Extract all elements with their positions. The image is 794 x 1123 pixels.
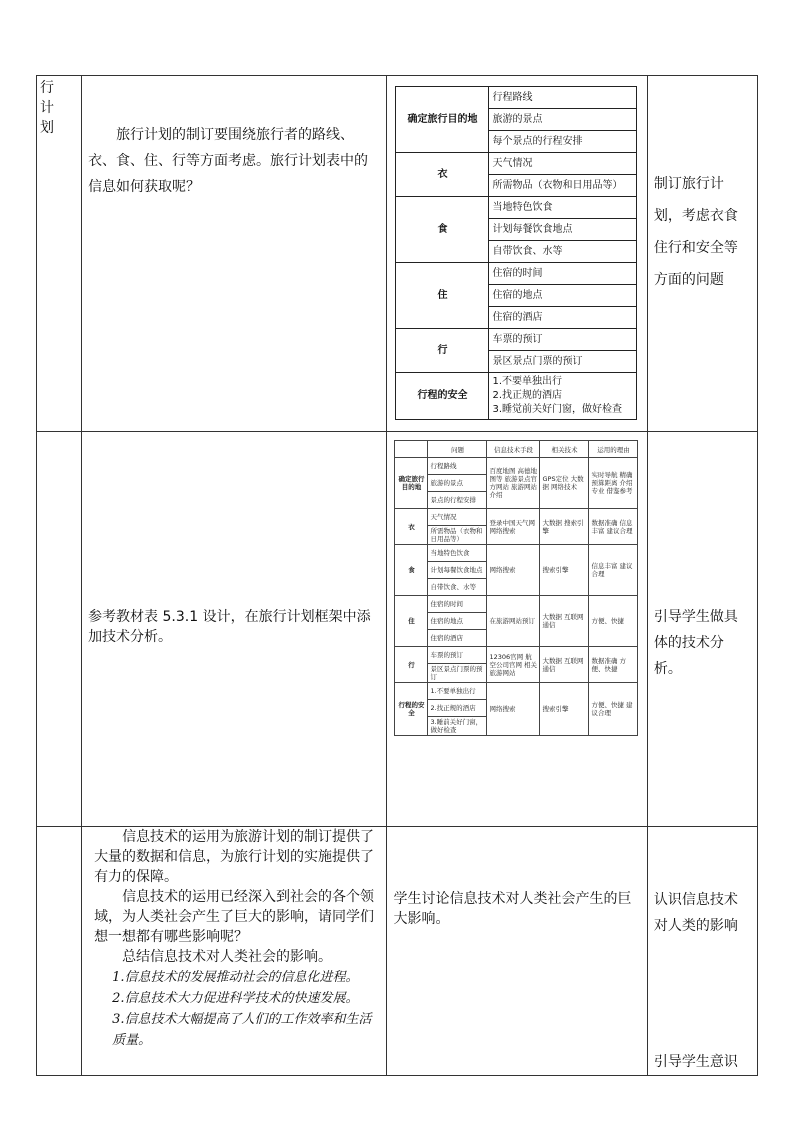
- plan-item: 旅游的景点: [489, 109, 637, 131]
- plan-item: 自带饮食、水等: [489, 241, 637, 263]
- plan-row: [396, 373, 637, 420]
- plan-row: [396, 263, 637, 285]
- impact-p3: 总结信息技术对人类社会的影响。: [122, 949, 333, 965]
- plan-item-line: 2.找正规的酒店: [492, 390, 563, 401]
- plan-row: [396, 87, 637, 109]
- tech-item: 2.找正规的酒店: [428, 700, 487, 717]
- impact-note-2: 引导学生意识: [653, 1054, 738, 1070]
- plan-item: 车票的预订: [489, 329, 637, 351]
- plan-item: 行程路线: [489, 87, 637, 109]
- tech-category: 行程的安全: [395, 683, 428, 736]
- plan-row: [396, 153, 637, 175]
- tech-item: 旅游的景点: [428, 475, 487, 492]
- plan-item: 天气情况: [489, 153, 637, 175]
- travel-plan-table: [395, 86, 637, 420]
- tech-reason: 方便、快捷 建议合理: [589, 683, 638, 736]
- tech-note: 引导学生做具体的技术分析。: [653, 609, 738, 677]
- tech-header: 运用的理由: [589, 441, 638, 458]
- tech-item: 行程路线: [428, 458, 487, 475]
- plan-category: 行: [396, 329, 489, 373]
- plan-row: [396, 329, 637, 351]
- tech-related: 大数据 搜索引擎: [540, 509, 589, 545]
- tech-means: 网络搜索: [487, 683, 540, 736]
- tech-category: 食: [395, 545, 428, 596]
- tech-header: 相关技术: [540, 441, 589, 458]
- tech-reason: 信息丰富 建议合理: [589, 545, 638, 596]
- teacher-cell: [82, 76, 387, 432]
- tech-row: [395, 596, 638, 613]
- tech-item: 住宿的酒店: [428, 630, 487, 647]
- tech-item: 1.不要单独出行: [428, 683, 487, 700]
- tech-item: 计划每餐饮食地点: [428, 562, 487, 579]
- lesson-table: [36, 75, 758, 1076]
- plan-item: 所需物品（衣物和日用品等）: [489, 175, 637, 197]
- plan-item: [489, 373, 637, 420]
- plan-category: 确定旅行目的地: [396, 87, 489, 153]
- plan-item: 景区景点门票的预订: [489, 351, 637, 373]
- tech-header: 信息技术手段: [487, 441, 540, 458]
- tech-related: 大数据 互联网通信: [540, 596, 589, 647]
- tech-row: [395, 509, 638, 526]
- plan-category: 住: [396, 263, 489, 329]
- plan-item: 每个景点的行程安排: [489, 131, 637, 153]
- row-impact: [37, 827, 758, 1076]
- list-item: 3.信息技术大幅提高了人们的工作效率和生活质量。: [112, 1012, 372, 1048]
- tech-reason: 方便、快捷: [589, 596, 638, 647]
- impact-p2: 信息技术的运用已经深入到社会的各个领域，为人类社会产生了巨大的影响，请同学们想一想都有哪些影响呢？: [94, 889, 375, 945]
- tech-item: 所需物品（衣物和日用品等）: [428, 526, 487, 545]
- tech-means: 在旅游网站预订: [487, 596, 540, 647]
- tech-row: [395, 683, 638, 700]
- plan-paragraph: 旅行计划的制订要围绕旅行者的路线、衣、食、住、行等方面考虑。旅行计划表中的信息如何获取呢？: [88, 127, 369, 195]
- impact-discussion: 学生讨论信息技术对人类社会产生的巨大影响。: [393, 891, 632, 927]
- row-plan: [37, 76, 758, 432]
- plan-row: [396, 197, 637, 219]
- tech-means: 网络搜索: [487, 545, 540, 596]
- tech-category: 住: [395, 596, 428, 647]
- row-tech: [37, 432, 758, 827]
- tech-header: 问题: [428, 441, 487, 458]
- tech-item: 住宿的时间: [428, 596, 487, 613]
- tech-means: 12306官网 航空公司官网 相关旅游网站: [487, 647, 540, 683]
- plan-category: 行程的安全: [396, 373, 489, 420]
- plan-item-line: 3.睡觉前关好门窗，做好检查: [492, 404, 623, 415]
- impact-note: 认识信息技术对人类的影响: [653, 892, 738, 934]
- tech-item: 天气情况: [428, 509, 487, 526]
- tech-row: [395, 458, 638, 475]
- student-cell: [387, 76, 647, 432]
- plan-item: 计划每餐饮食地点: [489, 219, 637, 241]
- tech-means: 登录中国天气网 网络搜索: [487, 509, 540, 545]
- plan-category: 食: [396, 197, 489, 263]
- plan-item: 住宿的时间: [489, 263, 637, 285]
- tech-related: 搜索引擎: [540, 683, 589, 736]
- tech-category: 行: [395, 647, 428, 683]
- intent-cell: [647, 76, 757, 432]
- tech-row: [395, 647, 638, 664]
- tech-reason: 实时导航 精确预算距离 介绍专业 借鉴参考: [589, 458, 638, 509]
- plan-note: 制订旅行计划，考虑衣食住行和安全等方面的问题: [653, 176, 738, 288]
- row-label-cell: [37, 76, 82, 432]
- plan-item: 当地特色饮食: [489, 197, 637, 219]
- row-label: 行计划: [40, 80, 60, 136]
- list-item: 2.信息技术大力促进科学技术的快速发展。: [112, 991, 359, 1006]
- tech-item: 景点的行程安排: [428, 492, 487, 509]
- plan-item-line: 1.不要单独出行: [492, 376, 563, 387]
- tech-category: 确定旅行目的地: [395, 458, 428, 509]
- impact-list: [82, 967, 386, 1051]
- tech-analysis-table: [394, 440, 638, 736]
- tech-related: GPS定位 大数据 网络技术: [540, 458, 589, 509]
- tech-related: 大数据 互联网通信: [540, 647, 589, 683]
- plan-category: 衣: [396, 153, 489, 197]
- tech-related: 搜索引擎: [540, 545, 589, 596]
- tech-row: [395, 545, 638, 562]
- tech-header: [395, 441, 428, 458]
- tech-means: 百度地图 高德地图等 旅游景点官方网站 旅游网站介绍: [487, 458, 540, 509]
- tech-item: 景区景点门票的预订: [428, 664, 487, 683]
- tech-reason: 数据准确 信息丰富 建议合理: [589, 509, 638, 545]
- list-item: 1.信息技术的发展推动社会的信息化进程。: [112, 970, 359, 985]
- tech-item: 住宿的地点: [428, 613, 487, 630]
- tech-item: 自带饮食、水等: [428, 579, 487, 596]
- impact-p1: 信息技术的运用为旅游计划的制订提供了大量的数据和信息，为旅行计划的实施提供了有力的保障。: [94, 829, 375, 885]
- tech-reason: 数据准确 方便、快捷: [589, 647, 638, 683]
- plan-item: 住宿的酒店: [489, 307, 637, 329]
- tech-category: 衣: [395, 509, 428, 545]
- tech-item: 3.睡前关好门窗，做好检查: [428, 717, 487, 736]
- tech-paragraph: 参考教材表 5.3.1 设计，在旅行计划框架中添加技术分析。: [88, 609, 371, 645]
- tech-item: 车票的预订: [428, 647, 487, 664]
- plan-item: 住宿的地点: [489, 285, 637, 307]
- tech-item: 当地特色饮食: [428, 545, 487, 562]
